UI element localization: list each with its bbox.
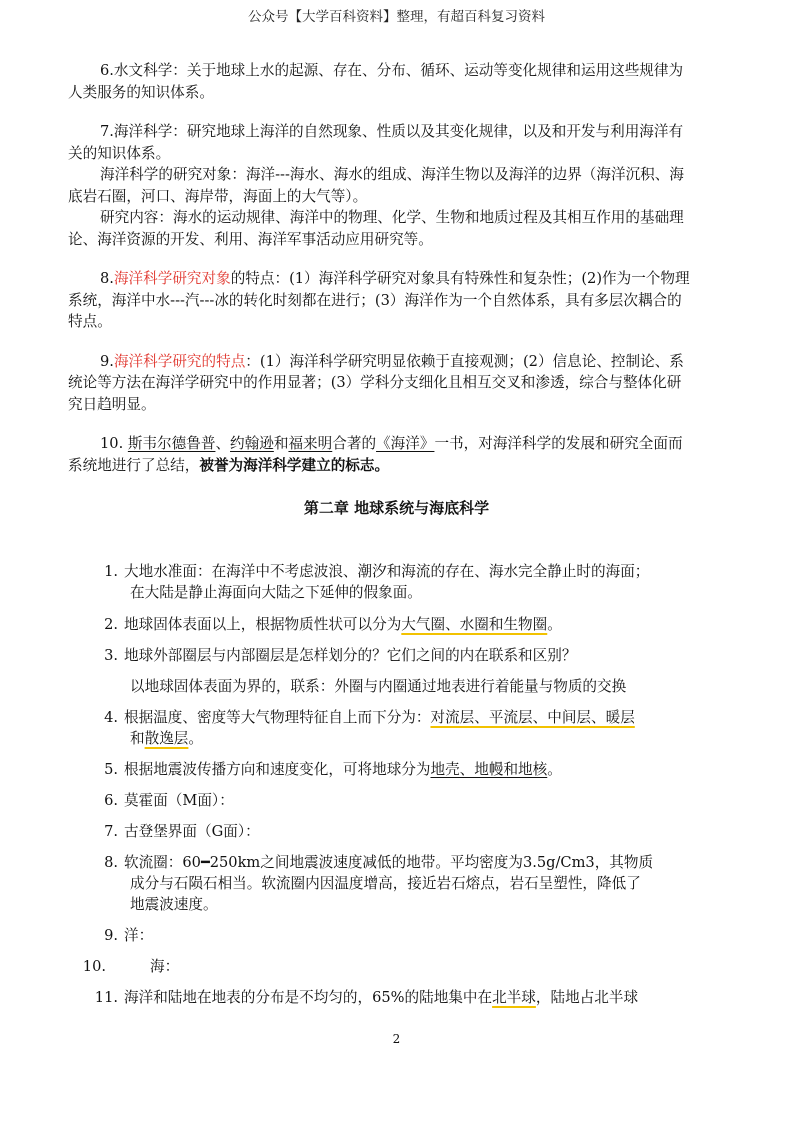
item-text: 以地球固体表面为界的，联系：外圈与内圈通过地表进行着能量与物质的交换 xyxy=(130,678,627,695)
item-text: 成分与石陨石相当。软流圈内因温度增高，接近岩石熔点，岩石呈塑性，降低了 xyxy=(130,875,641,892)
paragraph-10 xyxy=(68,433,693,476)
item-text xyxy=(124,759,689,781)
author-johnson: 约翰逊 xyxy=(230,435,274,452)
paragraph-6: 6.水文科学：关于地球上水的起源、存在、分布、循环、运动等变化规律和运用这些规律为人类服务的知识体系。 xyxy=(68,62,684,101)
item-number: 2. xyxy=(104,616,118,633)
item-text: 洋： xyxy=(124,927,154,944)
paragraph-7-objects: 海洋科学的研究对象：海洋---海水、海水的组成、海洋生物以及海洋的边界（海洋沉积、海底岩石圈，河口、海岸带，海面上的大气等）。 xyxy=(68,166,684,205)
item-text: 大地水准面：在海洋中不考虑波浪、潮汐和海流的存在、海水完全静止时的海面； xyxy=(124,563,650,580)
paragraph-9-text: ：(1）海洋科学研究明显依赖于直接观测；(2）信息论、控制论、系统论等方法在海洋学研究中的作用显著；(3）学科分支细化且相互交叉和渗透，综合与整体化研究日趋明显。 xyxy=(68,352,684,413)
item-text-pre: 根据温度、密度等大气物理特征自上而下分为： xyxy=(124,709,431,726)
highlight-exosphere: 散逸层 xyxy=(144,730,189,747)
book-title: 《海洋》 xyxy=(376,435,435,452)
separator: 、 xyxy=(215,435,231,452)
item-text-pre: 海洋和陆地在地表的分布是不均匀的，65%的陆地集中在 xyxy=(124,989,493,1006)
item-number: 6. xyxy=(104,792,118,809)
item-text: 地球外部圈层与内部圈层是怎样划分的？它们之间的内在联系和区别？ xyxy=(124,647,577,664)
item-text-post: 。 xyxy=(547,761,562,778)
item-text xyxy=(124,987,689,1009)
item-text: 在大陆是静止海面向大陆之下延伸的假象面。 xyxy=(130,584,422,601)
paragraph-8-number: 8. xyxy=(100,270,114,287)
item-number: 10. xyxy=(82,958,106,975)
item-text-pre: 和 xyxy=(130,730,145,747)
item-number: 11. xyxy=(94,989,118,1006)
item-text: 软流圈：60━250km之间地震波速度减低的地带。平均密度为3.5g/Cm3，其物质 xyxy=(124,854,654,871)
item-text-post: 。 xyxy=(547,616,562,633)
item-text-pre: 地球固体表面以上，根据物质性状可以分为 xyxy=(124,616,402,633)
paragraph-7-content: 研究内容：海水的运动规律、海洋中的物理、化学、生物和地质过程及其相互作用的基础理论、海洋资源的开发、利用、海洋军事活动应用研究等。 xyxy=(68,209,684,248)
item-text-post: 。 xyxy=(188,730,204,747)
item-number: 3. xyxy=(104,647,118,664)
item-text: 古登堡界面（G面）： xyxy=(124,823,260,840)
paragraph-8-highlight: 海洋科学研究对象 xyxy=(113,270,231,287)
item-text: 海： xyxy=(150,958,180,975)
paragraph-8-text: 的特点：(1）海洋科学研究对象具有特殊性和复杂性；(2)作为一个物理系统，海洋中水---汽---冰的转化时刻都在进行；(3）海洋作为一个自然体系，具有多层次耦合的特点。 xyxy=(68,270,690,330)
conjunction: 和 xyxy=(273,435,289,452)
paragraph-9-highlight: 海洋科学研究的特点 xyxy=(113,352,246,370)
item-number: 7. xyxy=(104,823,118,840)
item-number: 1. xyxy=(104,563,118,580)
item-number: 4. xyxy=(104,709,118,726)
paragraph-8 xyxy=(68,268,693,333)
item-text xyxy=(124,707,689,729)
chapter-title: 第二章 地球系统与海底科学 xyxy=(303,499,490,517)
item-number: 9. xyxy=(104,927,118,944)
paragraph-7: 7.海洋科学：研究地球上海洋的自然现象、性质以及其变化规律，以及和开发与利用海洋有关的知识体系。 xyxy=(68,123,684,162)
item-text: 莫霍面（M面）： xyxy=(124,792,234,809)
page-header: 公众号【大学百科资料】整理，有超百科复习资料 xyxy=(248,9,545,25)
item-text xyxy=(130,728,695,750)
item-text-pre: 根据地震波传播方向和速度变化，可将地球分为 xyxy=(124,761,431,778)
paragraph-9 xyxy=(68,351,693,416)
item-text: 地震波速度。 xyxy=(130,896,218,913)
item-text-post: ，陆地占北半球 xyxy=(535,989,639,1006)
page-number: 2 xyxy=(392,1032,401,1046)
underline-earth-layers: 地壳、地幔和地核 xyxy=(430,761,548,778)
paragraph-9-number: 9. xyxy=(100,352,114,370)
paragraph-10-text: 一书，对海洋科学的发展和研究全面而系统地进行了总结， xyxy=(68,435,683,474)
highlight-northern-hemisphere: 北半球 xyxy=(492,989,536,1006)
paragraph-10-number: 10. xyxy=(100,435,124,452)
item-number: 5. xyxy=(104,761,118,778)
item-text xyxy=(124,614,689,636)
paragraph-10-bold: 被誉为海洋科学建立的标志。 xyxy=(199,456,390,474)
highlight-spheres: 大气圈、水圈和生物圈 xyxy=(401,616,548,633)
chapter-one-content xyxy=(68,60,693,476)
author-fleming: 福来明 xyxy=(288,435,333,452)
coauthored-text: 合著的 xyxy=(332,435,377,452)
item-number: 8. xyxy=(104,854,118,871)
author-sverdrup: 斯韦尔德鲁普 xyxy=(127,435,216,452)
highlight-layers: 对流层、平流层、中间层、暖层 xyxy=(430,709,635,726)
